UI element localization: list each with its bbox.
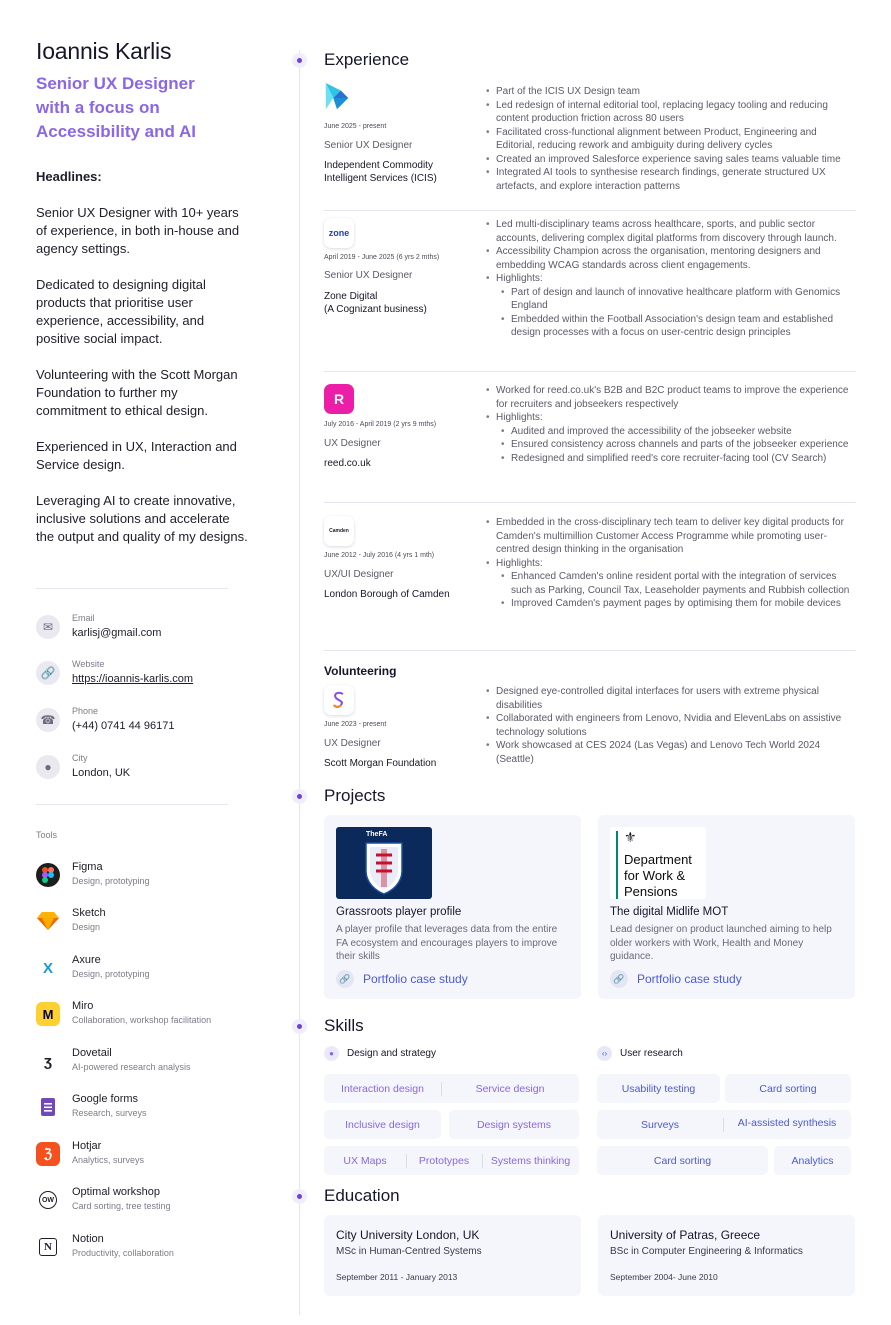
school-name: University of Patras, Greece: [610, 1228, 761, 1242]
link-icon: 🔗: [36, 661, 60, 685]
project-title: The digital Midlife MOT: [610, 906, 729, 918]
job-entry: R July 2016 - April 2019 (2 yrs 9 mths) UX Designer reed.co.uk • Worked for reed.co.uk's B2B and B2C product teams to improve the experience for recruiters and jobseekers respectively • Highlights: • Audited and improved the accessibility of the jobseeker website • Ensured consistency across channels and parts of the jobseeker experience • Redesigned and simplified reed's core recruiter-facing tool (CV Search): [324, 384, 856, 494]
skill-chip: Inclusive design: [324, 1110, 441, 1139]
skill-chip: UX Maps: [343, 1154, 387, 1167]
skill-chip-row: [597, 1110, 851, 1139]
figma-icon: [36, 863, 60, 887]
tool-item: Google forms Research, surveys: [36, 1093, 256, 1129]
skill-chip: Surveys: [641, 1118, 679, 1131]
skill-chip: Usability testing: [597, 1074, 720, 1103]
contact-phone[interactable]: ☎ Phone (+44) 0741 44 96171: [36, 708, 256, 748]
job-bullets: • Designed eye-controlled digital interfaces for users with extreme physical disabilities • Collaborated with engineers from Lenovo, Nvidia and ElevenLabs on assistive technology solutions • Work showcased at CES 2024 (Las Vegas) and Lenovo Tech World 2024 (Seattle): [484, 685, 856, 766]
job-entry: June 2025 - present Senior UX Designer Independent Commodity Intelligent Services (ICIS) • Part of the ICIS UX Design team • Led redesign of internal editorial tool, replacing legacy tooling and reducing content production friction across 80 users • Facilitated cross-functional alignment between Product, Engineering and Editorial, reducing rework and ambiguity during delivery cycles • Created an improved Salesforce experience saving sales teams valuable time • Integrated AI tools to synthesise research findings, generate structured UX artefacts, and explore interaction patterns: [324, 84, 856, 208]
job-divider: [324, 371, 856, 372]
job-divider: [324, 502, 856, 503]
contact-email[interactable]: ✉ Email karlisj@gmail.com: [36, 615, 256, 655]
link-icon: 🔗: [610, 970, 628, 988]
tools-title: Tools: [36, 830, 58, 840]
job-bullets: • Embedded in the cross-disciplinary tech team to deliver key digital products for Camden's multimillion Customer Access Programme while promoting user-centred design thinking in the organisation • Highlights: • Enhanced Camden's online resident portal with the integration of services such as Parking, Council Tax, Leaseholder payments and Rubbish collection • Improved Camden's payment pages by optimising them for mobile devices: [484, 516, 856, 611]
timeline-dot: [292, 53, 307, 68]
education-card: [324, 1215, 581, 1296]
phone-icon: ☎: [36, 708, 60, 732]
headline-item: Dedicated to designing digital products that prioritise user experience, accessibility, and positive social impact.: [36, 277, 206, 346]
tool-item: ℨ Hotjar Analytics, surveys: [36, 1140, 256, 1176]
skill-chip: Prototypes: [418, 1154, 470, 1167]
job-bullets: • Part of the ICIS UX Design team • Led redesign of internal editorial tool, replacing legacy tooling and reducing content production friction across 80 users • Facilitated cross-functional alignment between Product, Engineering and Editorial, reducing rework and ambiguity during delivery cycles • Created an improved Salesforce experience saving sales teams valuable time • Integrated AI tools to synthesise research findings, generate structured UX artefacts, and explore interaction patterns: [484, 85, 856, 193]
notion-icon: N: [39, 1238, 57, 1256]
sidebar: [0, 0, 270, 1325]
skill-chip: Systems thinking: [490, 1154, 571, 1167]
section-title-experience: Experience: [324, 50, 410, 69]
timeline-line: [299, 50, 300, 1315]
skill-group-header: ● Design and strategy: [324, 1045, 436, 1061]
dwp-logo-image: ⚜ Department for Work & Pensions: [610, 827, 706, 899]
timeline-dot: [292, 1189, 307, 1204]
education-dates: September 2004- June 2010: [610, 1272, 718, 1282]
phone-value[interactable]: (+44) 0741 44 96171: [72, 720, 175, 732]
job-divider: [324, 210, 856, 211]
skill-chip: AI-assisted synthesis: [737, 1116, 837, 1129]
section-title-skills: Skills: [324, 1016, 364, 1035]
tool-item: OW Optimal workshop Card sorting, tree testing: [36, 1186, 256, 1222]
sidebar-divider: [36, 804, 228, 805]
skill-chip-row: [324, 1074, 579, 1103]
skill-chip: Interaction design: [341, 1082, 424, 1095]
job-bullets: • Led multi-disciplinary teams across healthcare, sports, and public sector accounts, delivering complex digital platforms from discovery through launch. • Accessibility Champion across the organisation, mentoring designers and embedding WCAG standards across client engagements. • Highlights: • Part of design and launch of innovative healthcare platform with Genomics England • Embedded within the Football Association's design team and established design processes with a focus on user-centric design principles: [484, 218, 856, 340]
job-entry: Camden June 2012 - July 2016 (4 yrs 1 mth) UX/UI Designer London Borough of Camden • Embedded in the cross-disciplinary tech team to deliver key digital products for Camden's multimillion Customer Access Programme while promoting user-centred design thinking in the organisation • Highlights: • Enhanced Camden's online resident portal with the integration of services such as Parking, Council Tax, Leaseholder payments and Rubbish collection • Improved Camden's payment pages by optimising them for mobile devices: [324, 516, 856, 641]
headlines-title: Headlines:: [36, 169, 102, 184]
sketch-icon: [36, 909, 60, 933]
google-forms-icon: [36, 1095, 60, 1119]
dovetail-icon: ʒ: [44, 1052, 52, 1070]
volunteering-entry: June 2023 - present UX Designer Scott Morgan Foundation • Designed eye-controlled digital interfaces for users with extreme physical disabilities • Collaborated with engineers from Lenovo, Nvidia and ElevenLabs on assistive technology solutions • Work showcased at CES 2024 (Las Vegas) and Lenovo Tech World 2024 (Seattle): [324, 685, 856, 775]
fa-crest-image: TheFA: [336, 827, 432, 899]
city-value: London, UK: [72, 767, 131, 779]
job-entry: zone April 2019 - June 2025 (6 yrs 2 mths) Senior UX Designer Zone Digital (A Cognizant business) • Led multi-disciplinary teams across healthcare, sports, and public sector accounts, delivering complex digital platforms from discovery through launch. • Accessibility Champion across the organisation, mentoring designers and embedding WCAG standards across client engagements. • Highlights: • Part of design and launch of innovative healthcare platform with Genomics England • Embedded within the Football Association's design team and established design processes with a focus on user-centric design principles: [324, 218, 856, 368]
headline-item: Senior UX Designer with 10+ years of experience, in both in-house and agency settings.: [36, 205, 240, 256]
timeline-dot: [292, 1019, 307, 1034]
project-card[interactable]: [598, 815, 855, 999]
project-description: A player profile that leverages data from the entire FA ecosystem and encourages players to improve their skills: [336, 924, 558, 962]
location-pin-icon: ●: [36, 755, 60, 779]
contact-city: ● City London, UK: [36, 755, 256, 795]
tool-item: ʒ Dovetail AI-powered research analysis: [36, 1047, 256, 1083]
axure-icon: X: [42, 959, 53, 977]
link-icon: 🔗: [336, 970, 354, 988]
skill-chip: Design systems: [449, 1110, 579, 1139]
project-title: Grassroots player profile: [336, 906, 462, 918]
skill-chip: Card sorting: [725, 1074, 851, 1103]
tool-item: X Axure Design, prototyping: [36, 954, 256, 990]
project-card[interactable]: [324, 815, 581, 999]
hotjar-icon: ℨ: [36, 1142, 60, 1166]
section-title-education: Education: [324, 1186, 400, 1205]
school-name: City University London, UK: [336, 1228, 480, 1242]
palette-icon: ●: [324, 1046, 339, 1061]
portfolio-case-study-link[interactable]: 🔗 Portfolio case study: [336, 970, 468, 988]
sidebar-divider: [36, 588, 228, 589]
optimal-workshop-icon: OW: [39, 1191, 57, 1209]
tool-item: Figma Design, prototyping: [36, 861, 256, 897]
code-brackets-icon: ‹›: [597, 1046, 612, 1061]
skill-group-header: ‹› User research: [597, 1045, 683, 1061]
job-divider: [324, 650, 856, 651]
miro-icon: M: [36, 1002, 60, 1026]
headline-item: Volunteering with the Scott Morgan Foundation to further my commitment to ethical design.: [36, 367, 238, 418]
skill-chip-row: [324, 1146, 579, 1175]
profile-name: Ioannis Karlis: [36, 38, 172, 64]
volunteering-title: Volunteering: [324, 664, 397, 678]
degree: BSc in Computer Engineering & Informatics: [610, 1246, 803, 1257]
zone-logo: zone: [324, 218, 354, 248]
skill-chip: Analytics: [774, 1146, 851, 1175]
portfolio-case-study-link[interactable]: 🔗 Portfolio case study: [610, 970, 742, 988]
icis-logo: [322, 82, 352, 112]
camden-logo: Camden: [324, 516, 354, 546]
profile-role: Senior UX Designer with a focus on Accessibility and AI: [36, 74, 196, 141]
project-description: Lead designer on product launched aiming to help older workers with Work, Health and Money guidance.: [610, 924, 832, 962]
tool-item: M Miro Collaboration, workshop facilitation: [36, 1000, 256, 1036]
reed-logo: R: [324, 384, 354, 414]
degree: MSc in Human-Centred Systems: [336, 1246, 482, 1257]
headline-item: Experienced in UX, Interaction and Service design.: [36, 439, 237, 472]
skill-chip: Service design: [475, 1082, 545, 1095]
email-value[interactable]: karlisj@gmail.com: [72, 627, 162, 639]
skill-chip: Card sorting: [597, 1146, 768, 1175]
website-link[interactable]: https://ioannis-karlis.com: [72, 673, 194, 685]
timeline-dot: [292, 789, 307, 804]
education-dates: September 2011 - January 2013: [336, 1272, 458, 1282]
section-title-projects: Projects: [324, 786, 386, 805]
scott-morgan-foundation-logo: [324, 685, 354, 715]
mail-icon: ✉: [36, 615, 60, 639]
tool-item: N Notion Productivity, collaboration: [36, 1233, 256, 1269]
tool-item: Sketch Design: [36, 907, 256, 943]
headline-item: Leveraging AI to create innovative, inclusive solutions and accelerate the output and quality of my designs.: [36, 493, 248, 544]
education-card: [598, 1215, 855, 1296]
job-bullets: • Worked for reed.co.uk's B2B and B2C product teams to improve the experience for recruiters and jobseekers respectively • Highlights: • Audited and improved the accessibility of the jobseeker website • Ensured consistency across channels and parts of the jobseeker experience • Redesigned and simplified reed's core recruiter-facing tool (CV Search): [484, 384, 856, 465]
contact-website[interactable]: 🔗 Website https://ioannis-karlis.com: [36, 661, 256, 701]
